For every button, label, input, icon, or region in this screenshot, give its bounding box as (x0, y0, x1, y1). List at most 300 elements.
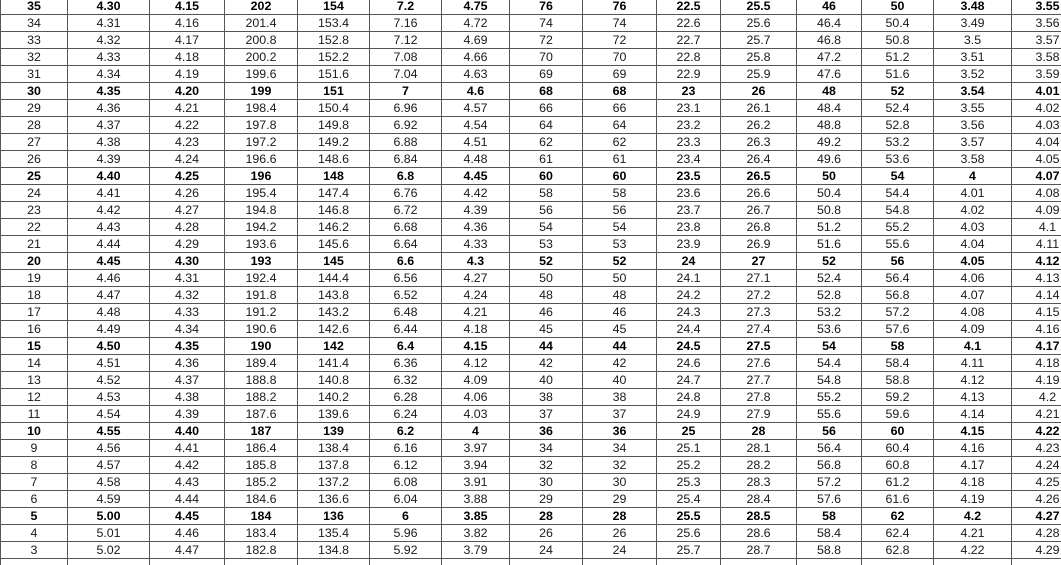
table-cell[interactable]: 23 (1, 202, 68, 219)
table-cell[interactable]: 22.5 (657, 0, 721, 15)
table-cell[interactable]: 7.04 (370, 66, 442, 83)
table-cell[interactable]: 24.3 (657, 304, 721, 321)
table-cell[interactable]: 68 (583, 83, 657, 100)
table-cell[interactable]: 4.27 (442, 270, 510, 287)
table-cell[interactable]: 26.7 (721, 202, 797, 219)
table-cell[interactable]: 4.49 (68, 321, 150, 338)
table-cell[interactable]: 46 (583, 304, 657, 321)
table-cell[interactable]: 137.2 (298, 474, 370, 491)
table-cell[interactable]: 183.4 (225, 525, 298, 542)
table-cell[interactable]: 4.20 (150, 83, 225, 100)
table-cell[interactable]: 6 (370, 508, 442, 525)
table-cell[interactable]: 3.94 (442, 457, 510, 474)
table-cell[interactable]: 196.6 (225, 151, 298, 168)
table-cell[interactable]: 57.6 (862, 321, 934, 338)
table-cell[interactable]: 56.8 (797, 457, 862, 474)
table-cell[interactable]: 28.7 (721, 542, 797, 559)
table-cell[interactable]: 56 (862, 253, 934, 270)
table-cell[interactable]: 44 (510, 338, 583, 355)
table-cell[interactable]: 149.8 (298, 117, 370, 134)
table-cell[interactable]: 51.2 (797, 219, 862, 236)
table-cell[interactable]: 4.03 (1012, 117, 1061, 134)
table-cell[interactable]: 3.49 (934, 15, 1012, 32)
table-cell[interactable]: 6.4 (370, 338, 442, 355)
table-cell[interactable]: 21 (1, 236, 68, 253)
table-cell[interactable]: 4.22 (1012, 423, 1061, 440)
table-cell[interactable]: 22 (1, 219, 68, 236)
table-cell[interactable]: 32 (583, 457, 657, 474)
table-cell[interactable]: 6.84 (370, 151, 442, 168)
table-cell[interactable]: 4.31 (68, 15, 150, 32)
table-cell[interactable]: 3.57 (934, 134, 1012, 151)
table-cell[interactable]: 6.48 (370, 304, 442, 321)
table-cell[interactable]: 4.16 (1012, 321, 1061, 338)
table-cell[interactable]: 56.8 (862, 287, 934, 304)
table-cell[interactable]: 6.32 (370, 372, 442, 389)
table-cell[interactable]: 61.6 (862, 491, 934, 508)
table-cell[interactable]: 4.44 (150, 491, 225, 508)
table-cell[interactable]: 52 (862, 83, 934, 100)
table-cell[interactable]: 3.85 (442, 508, 510, 525)
table-cell[interactable]: 28.1 (721, 440, 797, 457)
table-cell[interactable]: 55.2 (862, 219, 934, 236)
table-cell[interactable]: 25 (1, 168, 68, 185)
table-cell[interactable]: 187.6 (225, 406, 298, 423)
table-cell[interactable]: 23 (657, 83, 721, 100)
table-cell[interactable]: 66 (583, 100, 657, 117)
table-cell[interactable]: 4.54 (68, 406, 150, 423)
table-cell[interactable]: 14 (1, 355, 68, 372)
table-cell[interactable]: 23.8 (657, 219, 721, 236)
table-cell[interactable]: 151.6 (298, 66, 370, 83)
table-cell[interactable]: 76 (510, 0, 583, 15)
table-cell[interactable]: 188.8 (225, 372, 298, 389)
table-cell[interactable]: 23.4 (657, 151, 721, 168)
table-cell[interactable]: 197.8 (225, 117, 298, 134)
table-cell[interactable]: 6.52 (370, 287, 442, 304)
table-cell[interactable]: 4.18 (150, 49, 225, 66)
table-cell[interactable]: 4.38 (68, 134, 150, 151)
table-cell[interactable]: 27 (1, 134, 68, 151)
table-cell[interactable]: 4.05 (934, 253, 1012, 270)
table-cell[interactable]: 6.2 (370, 423, 442, 440)
table-cell[interactable]: 62 (862, 508, 934, 525)
table-cell[interactable]: 23.5 (657, 168, 721, 185)
table-cell[interactable]: 148 (298, 168, 370, 185)
table-cell[interactable]: 4.14 (934, 406, 1012, 423)
table-cell[interactable]: 186.4 (225, 440, 298, 457)
table-cell[interactable]: 25.6 (657, 525, 721, 542)
table-cell[interactable]: 54 (862, 168, 934, 185)
table-cell[interactable]: 52 (510, 253, 583, 270)
table-cell[interactable]: 4.51 (68, 355, 150, 372)
table-cell[interactable]: 4.66 (442, 49, 510, 66)
table-cell[interactable]: 190 (225, 338, 298, 355)
table-cell[interactable]: 15 (1, 338, 68, 355)
table-cell[interactable]: 24.1 (657, 270, 721, 287)
table-cell[interactable]: 150.4 (298, 100, 370, 117)
table-cell[interactable]: 139.6 (298, 406, 370, 423)
table-cell[interactable]: 4.34 (150, 321, 225, 338)
table-cell[interactable]: 24.8 (657, 389, 721, 406)
table-cell[interactable]: 199 (225, 83, 298, 100)
table-cell[interactable]: 24 (583, 542, 657, 559)
table-cell[interactable]: 59.6 (862, 406, 934, 423)
table-cell[interactable]: 72 (583, 32, 657, 49)
table-cell[interactable]: 51.2 (862, 49, 934, 66)
table-cell[interactable]: 62.4 (862, 525, 934, 542)
table-cell[interactable]: 25.4 (657, 491, 721, 508)
table-cell[interactable]: 48 (510, 287, 583, 304)
table-cell[interactable]: 61 (510, 151, 583, 168)
table-cell[interactable]: 26.6 (721, 185, 797, 202)
table-cell[interactable]: 46.8 (797, 32, 862, 49)
table-cell[interactable]: 70 (510, 49, 583, 66)
table-cell[interactable]: 54.4 (862, 185, 934, 202)
table-cell[interactable]: 50.8 (797, 202, 862, 219)
table-cell[interactable]: 46.4 (797, 15, 862, 32)
table-cell[interactable]: 4.14 (1012, 287, 1061, 304)
table-cell[interactable]: 4.6 (442, 83, 510, 100)
table-cell[interactable]: 4.16 (150, 15, 225, 32)
table-cell[interactable]: 144.4 (298, 270, 370, 287)
table-cell[interactable]: 27.9 (721, 406, 797, 423)
table-cell[interactable]: 142 (298, 338, 370, 355)
table-cell[interactable]: 27.4 (721, 321, 797, 338)
table-cell[interactable]: 46 (797, 0, 862, 15)
table-cell[interactable]: 4.24 (150, 151, 225, 168)
table-cell[interactable]: 30 (1, 83, 68, 100)
table-cell[interactable]: 23.2 (657, 117, 721, 134)
table-cell[interactable]: 6.72 (370, 202, 442, 219)
table-cell[interactable]: 4.21 (1012, 406, 1061, 423)
table-cell[interactable]: 4.07 (934, 287, 1012, 304)
table-cell[interactable]: 136.6 (298, 491, 370, 508)
table-cell[interactable]: 4 (442, 423, 510, 440)
table-cell[interactable]: 24.7 (657, 372, 721, 389)
table-cell[interactable]: 28 (1, 117, 68, 134)
table-cell[interactable]: 4.30 (150, 253, 225, 270)
table-cell[interactable]: 4.46 (68, 270, 150, 287)
table-cell[interactable]: 50.4 (797, 185, 862, 202)
table-cell[interactable]: 5.00 (68, 508, 150, 525)
table-cell[interactable]: 4.24 (442, 287, 510, 304)
table-cell[interactable]: 3.55 (934, 100, 1012, 117)
table-cell[interactable]: 4.13 (934, 389, 1012, 406)
table-cell[interactable]: 4.57 (68, 457, 150, 474)
table-cell[interactable]: 4.26 (150, 185, 225, 202)
table-cell[interactable]: 151 (298, 83, 370, 100)
table-cell[interactable]: 30 (510, 474, 583, 491)
table-cell[interactable]: 4.41 (150, 440, 225, 457)
table-cell[interactable]: 3.52 (934, 66, 1012, 83)
table-cell[interactable]: 4.03 (442, 406, 510, 423)
table-cell[interactable]: 4.31 (150, 270, 225, 287)
table-cell[interactable]: 4.21 (150, 100, 225, 117)
table-cell[interactable]: 30 (583, 474, 657, 491)
table-cell[interactable]: 146.8 (298, 202, 370, 219)
table-cell[interactable]: 4.01 (1012, 83, 1061, 100)
table-cell[interactable]: 27.8 (721, 389, 797, 406)
table-cell[interactable]: 6.16 (370, 440, 442, 457)
table-cell[interactable]: 34 (583, 440, 657, 457)
table-cell[interactable]: 4.42 (150, 457, 225, 474)
table-cell[interactable]: 7.2 (370, 0, 442, 15)
table-cell[interactable]: 4.48 (442, 151, 510, 168)
table-cell[interactable]: 25 (657, 423, 721, 440)
table-cell[interactable]: 4.12 (934, 372, 1012, 389)
table-cell[interactable]: 4.39 (442, 202, 510, 219)
table-cell[interactable]: 145.6 (298, 236, 370, 253)
table-cell[interactable]: 48.4 (797, 100, 862, 117)
table-cell[interactable]: 4.23 (1012, 440, 1061, 457)
table-cell[interactable]: 4.04 (934, 236, 1012, 253)
table-cell[interactable]: 139 (298, 423, 370, 440)
table-cell[interactable]: 4.23 (150, 134, 225, 151)
table-cell[interactable]: 4.15 (150, 0, 225, 15)
table-cell[interactable]: 55.6 (862, 236, 934, 253)
table-cell[interactable]: 34 (510, 440, 583, 457)
table-cell[interactable]: 4.15 (442, 338, 510, 355)
table-cell[interactable]: 54 (797, 338, 862, 355)
table-cell[interactable]: 74 (583, 15, 657, 32)
table-cell[interactable]: 24 (657, 253, 721, 270)
table-cell[interactable]: 25.9 (721, 66, 797, 83)
table-cell[interactable]: 26 (583, 525, 657, 542)
table-cell[interactable]: 4.22 (150, 117, 225, 134)
table-cell[interactable]: 4.26 (1012, 491, 1061, 508)
table-cell[interactable]: 23.3 (657, 134, 721, 151)
table-cell[interactable]: 19 (1, 270, 68, 287)
table-cell[interactable]: 64 (583, 117, 657, 134)
table-cell[interactable]: 8 (1, 457, 68, 474)
table-cell[interactable]: 31 (1, 66, 68, 83)
table-cell[interactable]: 55.6 (797, 406, 862, 423)
table-cell[interactable]: 4.27 (1012, 508, 1061, 525)
table-cell[interactable]: 69 (583, 66, 657, 83)
table-cell[interactable]: 4.35 (68, 83, 150, 100)
table-cell[interactable]: 53.2 (862, 134, 934, 151)
table-cell[interactable]: 6.24 (370, 406, 442, 423)
table-cell[interactable]: 3.58 (1012, 49, 1061, 66)
table-cell[interactable]: 52 (583, 253, 657, 270)
table-cell[interactable]: 6.92 (370, 117, 442, 134)
table-cell[interactable]: 196 (225, 168, 298, 185)
table-cell[interactable]: 35 (1, 0, 68, 15)
table-cell[interactable]: 4.32 (68, 32, 150, 49)
table-cell[interactable]: 48.8 (797, 117, 862, 134)
table-cell[interactable]: 45 (510, 321, 583, 338)
table-cell[interactable]: 24 (1, 185, 68, 202)
table-cell[interactable]: 4.48 (68, 304, 150, 321)
table-cell[interactable]: 4.12 (442, 355, 510, 372)
table-cell[interactable]: 40 (583, 372, 657, 389)
table-cell[interactable]: 148.6 (298, 151, 370, 168)
table-cell[interactable]: 52 (797, 253, 862, 270)
table-cell[interactable]: 4.25 (1012, 474, 1061, 491)
table-cell[interactable]: 187 (225, 423, 298, 440)
table-cell[interactable]: 26.1 (721, 100, 797, 117)
table-cell[interactable]: 191.8 (225, 287, 298, 304)
table-cell[interactable]: 7.12 (370, 32, 442, 49)
table-cell[interactable]: 4.42 (68, 202, 150, 219)
table-cell[interactable]: 28.4 (721, 491, 797, 508)
table-cell[interactable]: 3.57 (1012, 32, 1061, 49)
table-cell[interactable]: 3.5 (934, 32, 1012, 49)
table-cell[interactable]: 4.15 (1012, 304, 1061, 321)
table-cell[interactable]: 4.01 (934, 185, 1012, 202)
table-cell[interactable]: 6.64 (370, 236, 442, 253)
table-cell[interactable]: 189.4 (225, 355, 298, 372)
table-cell[interactable]: 4.08 (1012, 185, 1061, 202)
table-cell[interactable]: 6.36 (370, 355, 442, 372)
table-cell[interactable]: 52.8 (797, 287, 862, 304)
table-cell[interactable]: 152.2 (298, 49, 370, 66)
table-cell[interactable]: 4.16 (934, 440, 1012, 457)
table-cell[interactable]: 22.7 (657, 32, 721, 49)
table-cell[interactable]: 141.4 (298, 355, 370, 372)
table-cell[interactable]: 59.2 (862, 389, 934, 406)
table-cell[interactable]: 182.8 (225, 542, 298, 559)
table-cell[interactable]: 4.45 (68, 253, 150, 270)
table-cell[interactable]: 7 (370, 83, 442, 100)
table-cell[interactable]: 50 (797, 168, 862, 185)
table-cell[interactable]: 74 (510, 15, 583, 32)
table-cell[interactable]: 185.2 (225, 474, 298, 491)
table-cell[interactable]: 198.4 (225, 100, 298, 117)
table-cell[interactable]: 12 (1, 389, 68, 406)
table-cell[interactable]: 4.05 (1012, 151, 1061, 168)
table-cell[interactable]: 4.06 (442, 389, 510, 406)
table-cell[interactable]: 4.75 (442, 0, 510, 15)
table-cell[interactable]: 3.48 (934, 0, 1012, 15)
table-cell[interactable]: 195.4 (225, 185, 298, 202)
table-cell[interactable]: 4.17 (934, 457, 1012, 474)
table-cell[interactable]: 29 (1, 100, 68, 117)
table-cell[interactable]: 184.6 (225, 491, 298, 508)
table-cell[interactable]: 6.56 (370, 270, 442, 287)
table-cell[interactable]: 52.4 (797, 270, 862, 287)
table-cell[interactable]: 28 (583, 508, 657, 525)
table-cell[interactable]: 4.45 (442, 168, 510, 185)
table-cell[interactable]: 145 (298, 253, 370, 270)
table-cell[interactable]: 6.88 (370, 134, 442, 151)
table-cell[interactable]: 140.2 (298, 389, 370, 406)
table-cell[interactable]: 7 (1, 474, 68, 491)
table-cell[interactable]: 76 (583, 0, 657, 15)
table-cell[interactable]: 4.25 (150, 168, 225, 185)
table-cell[interactable]: 50 (862, 0, 934, 15)
table-cell[interactable]: 4.11 (1012, 236, 1061, 253)
table-cell[interactable]: 25.7 (721, 32, 797, 49)
table-cell[interactable]: 4.47 (150, 542, 225, 559)
table-cell[interactable]: 58.4 (862, 355, 934, 372)
table-cell[interactable]: 6.6 (370, 253, 442, 270)
table-cell[interactable]: 4.33 (442, 236, 510, 253)
table-cell[interactable]: 48 (583, 287, 657, 304)
table-cell[interactable]: 50 (583, 270, 657, 287)
table-cell[interactable]: 4.41 (68, 185, 150, 202)
table-cell[interactable]: 6.76 (370, 185, 442, 202)
table-cell[interactable]: 146.2 (298, 219, 370, 236)
table-cell[interactable]: 4.3 (442, 253, 510, 270)
table-cell[interactable]: 53 (583, 236, 657, 253)
table-cell[interactable]: 4.13 (1012, 270, 1061, 287)
table-cell[interactable]: 70 (583, 49, 657, 66)
table-cell[interactable]: 32 (510, 457, 583, 474)
table-cell[interactable]: 23.1 (657, 100, 721, 117)
table-cell[interactable]: 66 (510, 100, 583, 117)
table-cell[interactable]: 4.18 (442, 321, 510, 338)
table-cell[interactable]: 60.8 (862, 457, 934, 474)
table-cell[interactable]: 5.96 (370, 525, 442, 542)
table-cell[interactable]: 27.7 (721, 372, 797, 389)
table-cell[interactable]: 33 (1, 32, 68, 49)
table-cell[interactable]: 24.4 (657, 321, 721, 338)
table-cell[interactable]: 36 (583, 423, 657, 440)
table-cell[interactable]: 4.21 (934, 525, 1012, 542)
table-cell[interactable]: 4.39 (150, 406, 225, 423)
table-cell[interactable]: 69 (510, 66, 583, 83)
table-cell[interactable]: 26.4 (721, 151, 797, 168)
table-cell[interactable]: 5.92 (370, 542, 442, 559)
table-cell[interactable]: 4.63 (442, 66, 510, 83)
table-cell[interactable]: 185.8 (225, 457, 298, 474)
table-cell[interactable]: 4.17 (150, 32, 225, 49)
table-cell[interactable]: 58.4 (797, 525, 862, 542)
table-cell[interactable]: 20 (1, 253, 68, 270)
table-cell[interactable]: 58.8 (862, 372, 934, 389)
table-cell[interactable]: 23.7 (657, 202, 721, 219)
table-cell[interactable]: 6.28 (370, 389, 442, 406)
table-cell[interactable]: 188.2 (225, 389, 298, 406)
table-cell[interactable]: 55.2 (797, 389, 862, 406)
table-cell[interactable]: 29 (583, 491, 657, 508)
table-cell[interactable]: 25.2 (657, 457, 721, 474)
table-cell[interactable]: 4.52 (68, 372, 150, 389)
table-cell[interactable]: 4.39 (68, 151, 150, 168)
table-cell[interactable]: 7.08 (370, 49, 442, 66)
table-cell[interactable]: 3.54 (934, 83, 1012, 100)
table-cell[interactable]: 53.6 (797, 321, 862, 338)
table-cell[interactable]: 54.4 (797, 355, 862, 372)
table-cell[interactable]: 6.44 (370, 321, 442, 338)
table-cell[interactable]: 3.51 (934, 49, 1012, 66)
table-cell[interactable]: 60 (510, 168, 583, 185)
table-cell[interactable]: 143.2 (298, 304, 370, 321)
table-cell[interactable]: 27.6 (721, 355, 797, 372)
table-cell[interactable]: 136 (298, 508, 370, 525)
table-cell[interactable]: 4.09 (442, 372, 510, 389)
table-cell[interactable]: 199.6 (225, 66, 298, 83)
table-cell[interactable]: 26.5 (721, 168, 797, 185)
table-cell[interactable]: 52.8 (862, 117, 934, 134)
table-cell[interactable]: 16 (1, 321, 68, 338)
table-cell[interactable]: 4.12 (1012, 253, 1061, 270)
table-cell[interactable]: 45 (583, 321, 657, 338)
table-cell[interactable]: 44 (583, 338, 657, 355)
table-cell[interactable]: 4.24 (1012, 457, 1061, 474)
table-cell[interactable]: 4.58 (68, 474, 150, 491)
table-cell[interactable]: 56 (583, 202, 657, 219)
table-cell[interactable]: 25.3 (657, 474, 721, 491)
table-cell[interactable]: 13 (1, 372, 68, 389)
table-cell[interactable]: 6.04 (370, 491, 442, 508)
table-cell[interactable]: 28.5 (721, 508, 797, 525)
table-cell[interactable]: 28.3 (721, 474, 797, 491)
table-cell[interactable]: 4.56 (68, 440, 150, 457)
table-cell[interactable]: 38 (583, 389, 657, 406)
